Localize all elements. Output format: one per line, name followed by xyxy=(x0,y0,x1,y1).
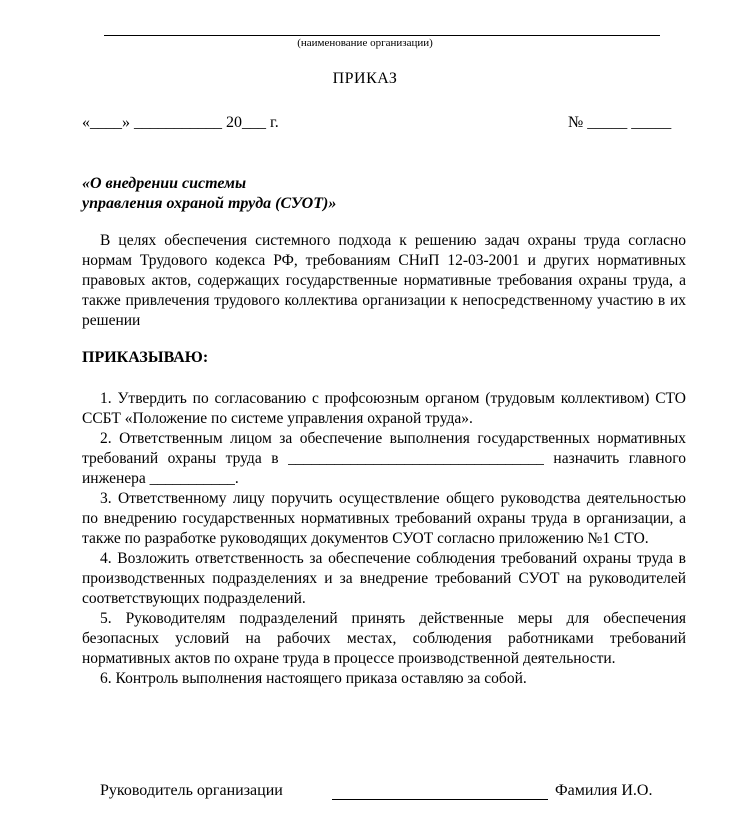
order-subject-line-1: «О внедрении системы xyxy=(82,175,247,192)
signature-role: Руководитель организации xyxy=(100,782,283,799)
order-item-5: 5. Руководителям подразделений принять действенные меры для обеспечения безопасных условий на рабочих местах, соблюдения работниками требований нормативных актов по охране труда в процессе производственной деятельности. xyxy=(82,610,686,667)
date-field: «____» ___________ 20___ г. xyxy=(82,114,279,131)
order-number-field: № _____ _____ xyxy=(568,114,672,131)
order-subject-line-2: управления охраной труда (СУОТ)» xyxy=(82,195,337,212)
order-subject xyxy=(82,174,336,214)
order-item-3: 3. Ответственному лицу поручить осуществление общего руководства деятельностью по внедрению государственных нормативных требований охраны труда в организации, а также по разработке руководящих документов СУОТ согласно приложению №1 СТО. xyxy=(82,490,686,547)
organization-name-line xyxy=(104,35,660,36)
signature-name: Фамилия И.О. xyxy=(555,782,653,799)
order-item-6: 6. Контроль выполнения настоящего приказа оставляю за собой. xyxy=(100,670,527,687)
order-item-4: 4. Возложить ответственность за обеспечение соблюдения требований охраны труда в производственных подразделениях и за внедрение требований СУОТ на руководителей соответствующих подразделений. xyxy=(82,550,686,607)
order-item-2: 2. Ответственным лицом за обеспечение выполнения государственных нормативных требований охраны труда в _________________________________ назначить главного инженера ___________. xyxy=(82,430,686,487)
order-heading: ПРИКАЗЫВАЮ: xyxy=(82,349,209,366)
order-items-list xyxy=(82,389,686,689)
document-title: ПРИКАЗ xyxy=(332,70,398,87)
order-item-1: 1. Утвердить по согласованию с профсоюзным органом (трудовым коллективом) СТО ССБТ «Положение по системе управления охраной труда». xyxy=(82,390,686,427)
signature-line xyxy=(332,799,548,800)
organization-caption: (наименование организации) xyxy=(297,37,433,49)
preamble-paragraph: В целях обеспечения системного подхода к решению задач охраны труда согласно нормам Трудового кодекса РФ, требованиям СНиП 12-03-2001 и других нормативных правовых актов, содержащих государственные нормативные требования охраны труда, а также привлечения трудового коллектива организации к непосредственному участию в их решении xyxy=(82,232,686,329)
